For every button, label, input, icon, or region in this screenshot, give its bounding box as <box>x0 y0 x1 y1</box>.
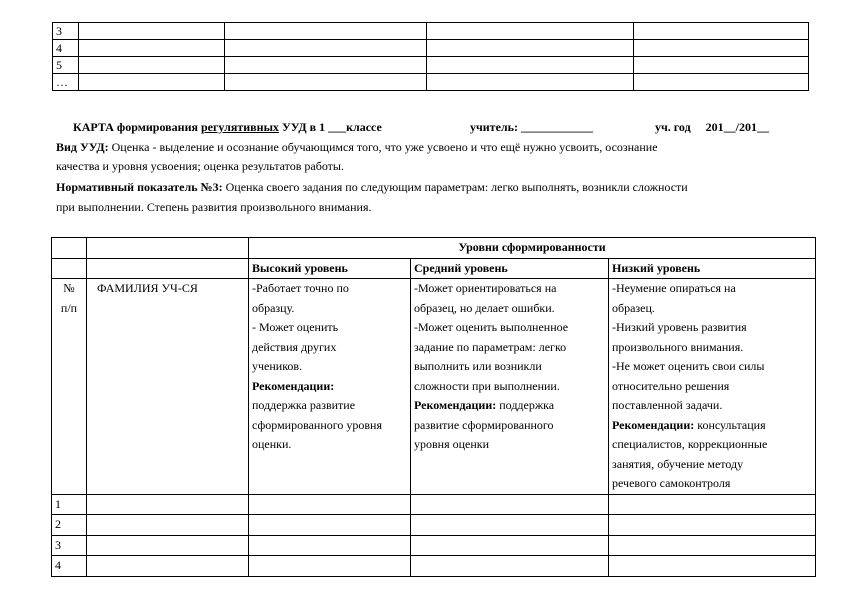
row-number: 4 <box>53 40 79 57</box>
card-title: КАРТА формирования регулятивных УУД в 1 ___классе <box>73 120 382 134</box>
row-number: 5 <box>53 57 79 74</box>
teacher-label: учитель: ____________ <box>470 120 593 134</box>
uud-type-line: Вид УУД: Оценка - выделение и осознание обучающимся того, что уже усвоено и что ещё нужно усвоить, осознание <box>56 140 658 154</box>
high-level-description: -Работает точно по образцу. - Может оценить действия других учеников. Рекомендации: поддержка развитие сформированного уровня оценки. <box>249 279 411 495</box>
row-number: 1 <box>52 494 87 515</box>
name-header: ФАМИЛИЯ УЧ-СЯ <box>87 279 249 495</box>
formation-map-table <box>51 237 816 577</box>
row-number: … <box>53 74 79 91</box>
description-row <box>52 279 816 495</box>
norm-indicator-line-2: при выполнении. Степень развития произвольного внимания. <box>56 200 372 214</box>
year-label: уч. год 201__/201__ <box>655 120 769 134</box>
high-level-header: Высокий уровень <box>249 258 411 279</box>
low-level-description: -Неумение опираться на образец. -Низкий уровень развития произвольного внимания. -Не может оценить свои силы относительно решения поставленной задачи. Рекомендации: консультация специалистов, коррекционные занятия, обучение методу речевого самоконтроля <box>609 279 816 495</box>
table-row <box>52 515 816 536</box>
levels-header-row <box>52 238 816 259</box>
table-row <box>53 23 809 40</box>
num-header: № п/п <box>52 279 87 495</box>
row-number: 4 <box>52 556 87 577</box>
uud-type-line-2: качества и уровня усвоения; оценка результатов работы. <box>56 159 344 173</box>
levels-header: Уровни сформированности <box>249 238 816 259</box>
row-number: 2 <box>52 515 87 536</box>
row-number: 3 <box>53 23 79 40</box>
level-names-row <box>52 258 816 279</box>
table-row <box>53 74 809 91</box>
table-row <box>53 40 809 57</box>
table-row <box>53 57 809 74</box>
low-level-header: Низкий уровень <box>609 258 816 279</box>
row-number: 3 <box>52 535 87 556</box>
table-row <box>52 535 816 556</box>
mid-level-description: -Может ориентироваться на образец, но делает ошибки. -Может оценить выполненное задание по параметрам: легко выполнить или возникли сложности при выполнении. Рекомендации: поддержка развитие сформированного уровня оценки <box>411 279 609 495</box>
norm-indicator-line: Нормативный показатель №3: Оценка своего задания по следующим параметрам: легко выполнять, возникли сложности <box>56 180 688 194</box>
table-row <box>52 556 816 577</box>
previous-table-fragment <box>52 22 809 91</box>
table-row <box>52 494 816 515</box>
mid-level-header: Средний уровень <box>411 258 609 279</box>
